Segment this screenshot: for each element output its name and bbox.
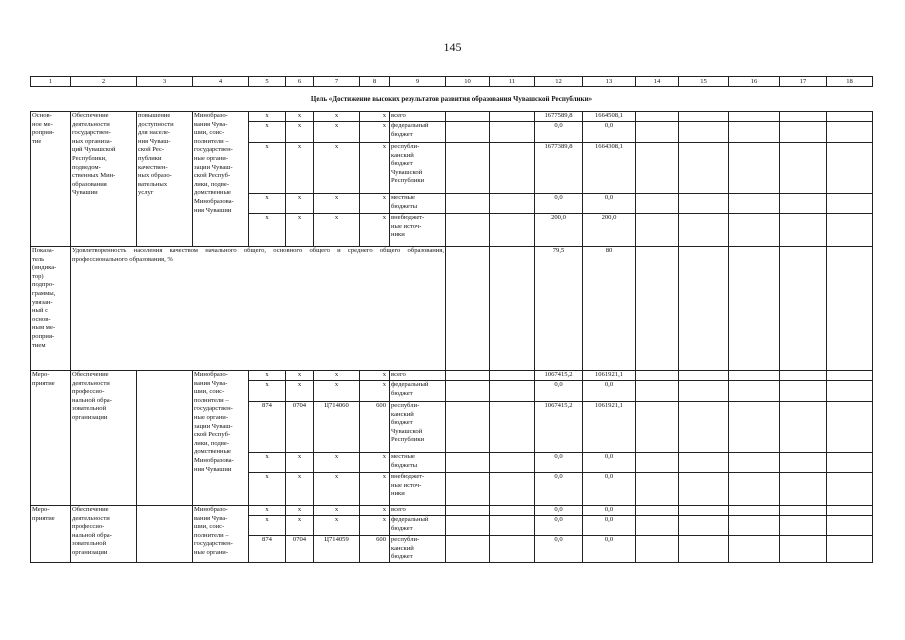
year-cell xyxy=(780,516,827,536)
year-cell xyxy=(490,112,535,122)
kbk-vr: x xyxy=(360,112,390,122)
amount-cell: 0,0 xyxy=(583,194,636,214)
kbk-rzpr: x xyxy=(286,112,314,122)
kbk-grbs: x xyxy=(249,453,286,473)
year-cell xyxy=(636,371,679,381)
year-cell xyxy=(679,402,729,453)
col-num: 2 xyxy=(71,77,137,87)
col-num: 7 xyxy=(314,77,360,87)
amount-cell: 1067415,2 xyxy=(535,402,583,453)
funding-source: федеральный бюджет xyxy=(390,516,446,536)
year-cell xyxy=(490,122,535,143)
funding-source: федеральный бюджет xyxy=(390,381,446,402)
kbk-csr: x xyxy=(314,381,360,402)
year-cell xyxy=(729,516,780,536)
kbk-csr: x xyxy=(314,214,360,247)
year-cell xyxy=(679,122,729,143)
kbk-csr: x xyxy=(314,143,360,194)
kbk-rzpr: x xyxy=(286,214,314,247)
event-name: Обеспечение деятельности профессио- нальной обра- зовательной организации xyxy=(71,506,137,563)
year-cell xyxy=(827,381,873,402)
kbk-vr: x xyxy=(360,371,390,381)
kbk-csr: Ц714059 xyxy=(314,536,360,563)
kbk-vr: x xyxy=(360,516,390,536)
year-cell xyxy=(780,371,827,381)
kbk-grbs: x xyxy=(249,381,286,402)
col-num: 17 xyxy=(780,77,827,87)
year-cell xyxy=(827,536,873,563)
kbk-rzpr: x xyxy=(286,453,314,473)
table-row xyxy=(31,506,873,516)
year-cell xyxy=(827,506,873,516)
year-cell xyxy=(827,194,873,214)
year-cell xyxy=(636,143,679,194)
year-cell xyxy=(636,381,679,402)
amount-cell: 1677389,8 xyxy=(535,143,583,194)
amount-cell: 0,0 xyxy=(535,516,583,536)
kbk-csr: x xyxy=(314,194,360,214)
kbk-csr: x xyxy=(314,371,360,381)
year-cell xyxy=(679,506,729,516)
year-cell xyxy=(827,402,873,453)
year-cell xyxy=(827,247,873,371)
indicator-label: Показа- тель (индика- тор) подпро- граммы, увязан- ный с основ- ным ме- роприя- тием xyxy=(31,247,71,371)
col-num: 18 xyxy=(827,77,873,87)
kbk-csr: x xyxy=(314,122,360,143)
amount-cell: 0,0 xyxy=(583,536,636,563)
year-cell xyxy=(729,536,780,563)
kbk-grbs: x xyxy=(249,214,286,247)
kbk-vr: x xyxy=(360,473,390,506)
year-cell xyxy=(446,381,490,402)
year-cell xyxy=(780,402,827,453)
kbk-vr: x xyxy=(360,143,390,194)
year-cell xyxy=(490,473,535,506)
kbk-vr: x xyxy=(360,122,390,143)
kbk-rzpr: x xyxy=(286,122,314,143)
year-cell xyxy=(780,247,827,371)
year-cell xyxy=(679,371,729,381)
year-cell xyxy=(446,112,490,122)
year-cell xyxy=(827,371,873,381)
year-cell xyxy=(780,112,827,122)
funding-source: всего xyxy=(390,371,446,381)
col-num: 5 xyxy=(249,77,286,87)
year-cell xyxy=(679,536,729,563)
kbk-rzpr: x xyxy=(286,506,314,516)
year-cell xyxy=(636,122,679,143)
year-cell xyxy=(729,381,780,402)
year-cell xyxy=(636,247,679,371)
year-cell xyxy=(636,473,679,506)
year-cell xyxy=(780,453,827,473)
year-cell xyxy=(490,536,535,563)
year-cell xyxy=(827,516,873,536)
year-cell xyxy=(679,473,729,506)
event-goal: повышение доступности для населе- ния Чуваш- ской Рес- публики качествен- ных образо- вательных услуг xyxy=(137,112,193,247)
kbk-grbs: 874 xyxy=(249,402,286,453)
goal-row xyxy=(31,87,873,112)
funding-source: всего xyxy=(390,112,446,122)
year-cell xyxy=(827,473,873,506)
amount-cell: 0,0 xyxy=(535,194,583,214)
year-cell xyxy=(490,194,535,214)
kbk-rzpr: x xyxy=(286,371,314,381)
year-cell xyxy=(490,214,535,247)
funding-source: местные бюджеты xyxy=(390,453,446,473)
year-cell xyxy=(446,506,490,516)
kbk-grbs: x xyxy=(249,506,286,516)
kbk-csr: x xyxy=(314,473,360,506)
year-cell xyxy=(729,473,780,506)
year-cell xyxy=(780,381,827,402)
year-cell xyxy=(729,247,780,371)
year-cell xyxy=(636,536,679,563)
year-cell xyxy=(679,194,729,214)
event-name: Обеспечение деятельности профессио- нальной обра- зовательной организации xyxy=(71,371,137,506)
year-cell xyxy=(636,112,679,122)
kbk-rzpr: x xyxy=(286,194,314,214)
funding-source: республи- канский бюджет xyxy=(390,536,446,563)
amount-cell: 0,0 xyxy=(535,536,583,563)
kbk-csr: x xyxy=(314,506,360,516)
year-cell xyxy=(490,381,535,402)
table-row xyxy=(31,112,873,122)
kbk-vr: x xyxy=(360,453,390,473)
event-executor: Минобразо- вания Чува- шии, соис- полнители – государствен- ные органи- зации Чуваш- ской Респуб- лики, подве- домственные Минобразова- ния Чувашии xyxy=(193,112,249,247)
year-cell xyxy=(636,516,679,536)
funding-source: всего xyxy=(390,506,446,516)
year-cell xyxy=(679,516,729,536)
kbk-rzpr: 0704 xyxy=(286,536,314,563)
amount-cell: 1061921,1 xyxy=(583,371,636,381)
col-num: 14 xyxy=(636,77,679,87)
event-goal xyxy=(137,371,193,506)
year-cell xyxy=(729,214,780,247)
year-cell xyxy=(446,122,490,143)
year-cell xyxy=(827,143,873,194)
funding-source: внебюджет- ные источ- ники xyxy=(390,473,446,506)
col-num: 12 xyxy=(535,77,583,87)
year-cell xyxy=(490,506,535,516)
kbk-grbs: x xyxy=(249,112,286,122)
kbk-grbs: x xyxy=(249,122,286,143)
year-cell xyxy=(729,112,780,122)
col-num: 15 xyxy=(679,77,729,87)
year-cell xyxy=(729,143,780,194)
year-cell xyxy=(827,112,873,122)
indicator-text: Удовлетворенность населения качеством начального общего, основного общего и среднего общего образования, профессионального образования, % xyxy=(71,247,446,371)
year-cell xyxy=(780,143,827,194)
kbk-vr: x xyxy=(360,214,390,247)
amount-cell: 0,0 xyxy=(583,516,636,536)
year-cell xyxy=(446,247,490,371)
kbk-grbs: 874 xyxy=(249,536,286,563)
year-cell xyxy=(446,214,490,247)
kbk-rzpr: x xyxy=(286,381,314,402)
year-cell xyxy=(729,453,780,473)
year-cell xyxy=(490,453,535,473)
year-cell xyxy=(636,453,679,473)
goal-title: Цель «Достижение высоких результатов развития образования Чувашской Республики» xyxy=(31,87,873,112)
kbk-csr: Ц714060 xyxy=(314,402,360,453)
kbk-grbs: x xyxy=(249,143,286,194)
amount-cell: 1664308,1 xyxy=(583,143,636,194)
kbk-rzpr: x xyxy=(286,516,314,536)
year-cell xyxy=(827,453,873,473)
kbk-rzpr: x xyxy=(286,473,314,506)
funding-source: внебюджет- ные источ- ники xyxy=(390,214,446,247)
event-name: Обеспечение деятельности государствен- ных организа- ций Чувашской Республики, подведом- ственных Мин- образования Чувашии xyxy=(71,112,137,247)
amount-cell: 0,0 xyxy=(583,381,636,402)
year-cell xyxy=(636,506,679,516)
year-cell xyxy=(729,122,780,143)
col-num: 1 xyxy=(31,77,71,87)
kbk-rzpr: 0704 xyxy=(286,402,314,453)
amount-cell: 0,0 xyxy=(535,506,583,516)
year-cell xyxy=(679,143,729,194)
event-executor: Минобразо- вания Чува- шии, соис- полнители – государствен- ные органи- xyxy=(193,506,249,563)
year-cell xyxy=(490,371,535,381)
amount-cell: 1067415,2 xyxy=(535,371,583,381)
year-cell xyxy=(636,214,679,247)
kbk-rzpr: x xyxy=(286,143,314,194)
year-cell xyxy=(780,194,827,214)
kbk-grbs: x xyxy=(249,194,286,214)
year-cell xyxy=(679,453,729,473)
budget-table xyxy=(30,76,873,563)
col-num: 16 xyxy=(729,77,780,87)
year-cell xyxy=(679,214,729,247)
year-cell xyxy=(827,214,873,247)
amount-cell: 0,0 xyxy=(535,453,583,473)
funding-source: республи- канский бюджет Чувашской Республики xyxy=(390,143,446,194)
kbk-vr: x xyxy=(360,381,390,402)
amount-cell: 1061921,1 xyxy=(583,402,636,453)
indicator-value: 79,5 xyxy=(535,247,583,371)
amount-cell: 200,0 xyxy=(535,214,583,247)
year-cell xyxy=(636,402,679,453)
amount-cell: 0,0 xyxy=(535,381,583,402)
column-number-row xyxy=(31,77,873,87)
indicator-value: 80 xyxy=(583,247,636,371)
event-type: Меро- приятие xyxy=(31,506,71,563)
year-cell xyxy=(780,473,827,506)
col-num: 13 xyxy=(583,77,636,87)
kbk-vr: x xyxy=(360,194,390,214)
year-cell xyxy=(446,402,490,453)
kbk-csr: x xyxy=(314,453,360,473)
year-cell xyxy=(679,247,729,371)
kbk-grbs: x xyxy=(249,516,286,536)
amount-cell: 0,0 xyxy=(535,122,583,143)
kbk-csr: x xyxy=(314,112,360,122)
year-cell xyxy=(490,143,535,194)
year-cell xyxy=(446,371,490,381)
amount-cell: 0,0 xyxy=(535,473,583,506)
year-cell xyxy=(729,371,780,381)
year-cell xyxy=(446,143,490,194)
year-cell xyxy=(446,453,490,473)
year-cell xyxy=(729,506,780,516)
year-cell xyxy=(780,506,827,516)
kbk-grbs: x xyxy=(249,473,286,506)
kbk-csr: x xyxy=(314,516,360,536)
col-num: 6 xyxy=(286,77,314,87)
year-cell xyxy=(679,112,729,122)
year-cell xyxy=(446,516,490,536)
page-number: 145 xyxy=(443,40,462,54)
funding-source: федеральный бюджет xyxy=(390,122,446,143)
year-cell xyxy=(679,381,729,402)
amount-cell: 1677589,8 xyxy=(535,112,583,122)
year-cell xyxy=(780,536,827,563)
year-cell xyxy=(827,122,873,143)
indicator-row xyxy=(31,247,873,371)
amount-cell: 0,0 xyxy=(583,122,636,143)
event-goal xyxy=(137,506,193,563)
amount-cell: 1664508,1 xyxy=(583,112,636,122)
col-num: 9 xyxy=(390,77,446,87)
year-cell xyxy=(446,194,490,214)
year-cell xyxy=(780,214,827,247)
amount-cell: 0,0 xyxy=(583,473,636,506)
year-cell xyxy=(490,516,535,536)
col-num: 8 xyxy=(360,77,390,87)
funding-source: местные бюджеты xyxy=(390,194,446,214)
amount-cell: 0,0 xyxy=(583,453,636,473)
year-cell xyxy=(729,402,780,453)
year-cell xyxy=(780,122,827,143)
kbk-vr: 600 xyxy=(360,402,390,453)
col-num: 11 xyxy=(490,77,535,87)
col-num: 10 xyxy=(446,77,490,87)
event-type: Основ- ное ме- роприя- тие xyxy=(31,112,71,247)
event-executor: Минобразо- вания Чува- шии, соис- полнители – государствен- ные органи- зации Чуваш- ской Респуб- лики, подве- домственные Минобразова- ния Чувашии xyxy=(193,371,249,506)
col-num: 4 xyxy=(193,77,249,87)
kbk-vr: 600 xyxy=(360,536,390,563)
kbk-vr: x xyxy=(360,506,390,516)
funding-source: республи- канский бюджет Чувашской Республики xyxy=(390,402,446,453)
year-cell xyxy=(636,194,679,214)
year-cell xyxy=(490,247,535,371)
col-num: 3 xyxy=(137,77,193,87)
kbk-grbs: x xyxy=(249,371,286,381)
year-cell xyxy=(729,194,780,214)
year-cell xyxy=(446,536,490,563)
table-row xyxy=(31,371,873,381)
event-type: Меро- приятие xyxy=(31,371,71,506)
amount-cell: 0,0 xyxy=(583,506,636,516)
year-cell xyxy=(490,402,535,453)
year-cell xyxy=(446,473,490,506)
amount-cell: 200,0 xyxy=(583,214,636,247)
